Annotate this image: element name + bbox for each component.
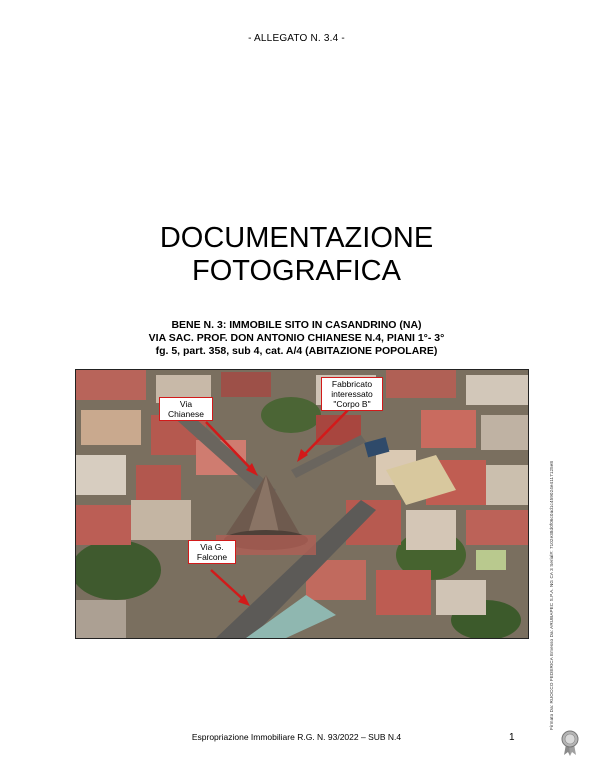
digital-signature-note: Firmato Da: RUOCCO FEDERICA Emesso Da: ARUBAPEC S.P.A. NG CA 3 Serial#: 7102e38d0f06c0ad1c459024e4117125e8 [549,460,554,730]
aerial-photo-illustration [76,370,528,638]
subtitle-line-2: VIA SAC. PROF. DON ANTONIO CHIANESE N.4, PIANI 1°- 3° [148,332,445,344]
page-header: - ALLEGATO N. 3.4 - [248,33,345,44]
callout-via-chianese [159,397,213,421]
callout-line: Chianese [168,409,204,419]
callout-line: Via [179,399,193,409]
callout-line: Falcone [196,552,228,562]
callout-line: interessato [331,389,373,399]
title-line-1: DOCUMENTAZIONE [159,222,434,254]
callout-fabbricato [321,377,383,411]
page-footer: Espropriazione Immobiliare R.G. N. 93/2022 – SUB N.4 [191,732,402,742]
subtitle-line-1: BENE N. 3: IMMOBILE SITO IN CASANDRINO (NA) [171,319,422,331]
callout-line: "Corpo B" [333,399,371,409]
page-title [0,222,593,288]
title-line-2: FOTOGRAFICA [192,255,401,287]
aerial-photo [75,369,529,639]
page-number: 1 [509,732,515,743]
subtitle-line-3: fg. 5, part. 358, sub 4, cat. A/4 (ABITAZIONE POPOLARE) [155,345,438,357]
trees-patch [261,397,321,433]
certificate-seal-icon [560,730,580,756]
property-description [0,319,593,358]
callout-line: Via G. [200,542,224,552]
callout-via-falcone [188,540,236,564]
callout-line: Fabbricato [331,379,373,389]
